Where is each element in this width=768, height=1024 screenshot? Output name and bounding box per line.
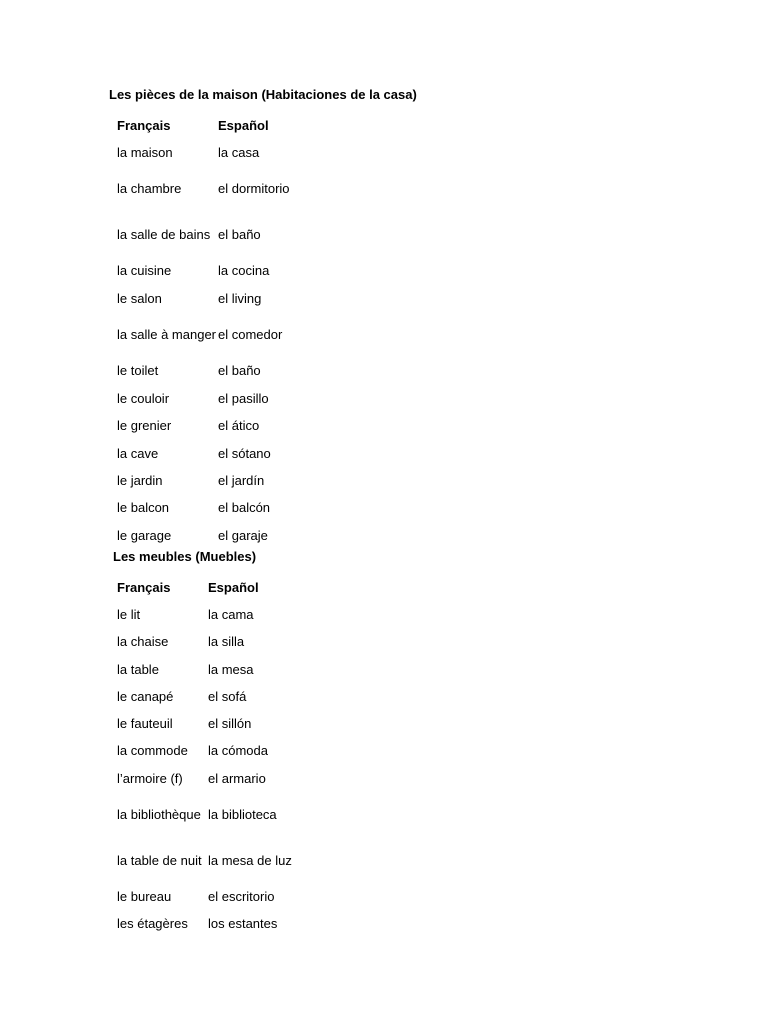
french-word: la bibliothèque — [117, 807, 201, 823]
french-word: le couloir — [117, 390, 170, 406]
french-word: les étagères — [117, 916, 188, 932]
furniture-table — [117, 574, 298, 938]
column-header-french: Français — [117, 579, 171, 595]
table-row — [117, 738, 298, 765]
table-row — [117, 765, 298, 792]
table-row — [117, 883, 298, 910]
table-row — [117, 911, 298, 938]
table-row — [117, 385, 308, 412]
spanish-word: la cocina — [218, 263, 270, 279]
spanish-word: el armario — [208, 770, 266, 786]
table-header-row — [117, 574, 298, 601]
spanish-word: el sofá — [208, 688, 247, 704]
table-row — [117, 167, 308, 212]
table-row — [117, 601, 298, 628]
spanish-word: el escritorio — [208, 889, 275, 905]
table-row — [117, 358, 308, 385]
spanish-word: el living — [218, 290, 262, 306]
rooms-table — [117, 112, 308, 549]
spanish-word: la cómoda — [208, 743, 268, 759]
spanish-word: el sótano — [218, 445, 271, 461]
spanish-word: el balcón — [218, 500, 271, 516]
table-row — [117, 710, 298, 737]
french-word: le salon — [117, 290, 162, 306]
spanish-word: el garaje — [218, 527, 268, 543]
french-word: l’armoire (f) — [117, 770, 183, 786]
rooms-heading: Les pièces de la maison (Habitaciones de la casa) — [109, 87, 417, 102]
table-row — [117, 656, 298, 683]
spanish-word: la biblioteca — [208, 807, 277, 823]
table-row — [117, 467, 308, 494]
french-word: la chambre — [117, 181, 182, 197]
french-word: le jardin — [117, 472, 163, 488]
spanish-word: el ático — [218, 418, 260, 434]
spanish-word: los estantes — [208, 916, 278, 932]
table-header-row — [117, 112, 308, 139]
table-row — [117, 838, 298, 884]
spanish-word: el baño — [218, 226, 261, 242]
spanish-word: la mesa — [208, 661, 254, 677]
spanish-word: el dormitorio — [218, 181, 290, 197]
french-word: la chaise — [117, 634, 169, 650]
french-word: la salle de bains — [117, 226, 211, 242]
table-row — [117, 440, 308, 467]
french-word: le fauteuil — [117, 716, 173, 732]
french-word: la table de nuit — [117, 852, 202, 868]
french-word: le balcon — [117, 500, 170, 516]
french-word: la maison — [117, 145, 173, 161]
table-row — [117, 629, 298, 656]
spanish-word: el baño — [218, 363, 261, 379]
table-row — [117, 413, 308, 440]
french-word: le canapé — [117, 688, 174, 704]
table-row — [117, 792, 298, 838]
table-row — [117, 139, 308, 166]
column-header-spanish: Español — [208, 579, 259, 595]
furniture-heading: Les meubles (Muebles) — [113, 549, 257, 564]
french-word: le grenier — [117, 418, 172, 434]
spanish-word: la casa — [218, 145, 260, 161]
table-row — [117, 495, 308, 522]
french-word: la table — [117, 661, 159, 677]
french-word: la commode — [117, 743, 188, 759]
french-word: le lit — [117, 606, 141, 622]
spanish-word: el pasillo — [218, 390, 269, 406]
french-word: le garage — [117, 527, 172, 543]
column-header-french: Français — [117, 117, 171, 133]
spanish-word: el comedor — [218, 327, 283, 343]
french-word: le toilet — [117, 363, 159, 379]
table-row — [117, 212, 308, 257]
column-header-spanish: Español — [218, 117, 269, 133]
french-word: la cuisine — [117, 263, 172, 279]
table-row — [117, 285, 308, 312]
spanish-word: el jardín — [218, 472, 265, 488]
table-row — [117, 683, 298, 710]
spanish-word: la cama — [208, 606, 254, 622]
table-row — [117, 522, 308, 549]
table-row — [117, 258, 308, 285]
table-row — [117, 312, 308, 357]
french-word: la cave — [117, 445, 159, 461]
spanish-word: el sillón — [208, 716, 252, 732]
french-word: le bureau — [117, 889, 172, 905]
spanish-word: la mesa de luz — [208, 852, 292, 868]
french-word: la salle à manger — [117, 327, 216, 343]
spanish-word: la silla — [208, 634, 245, 650]
